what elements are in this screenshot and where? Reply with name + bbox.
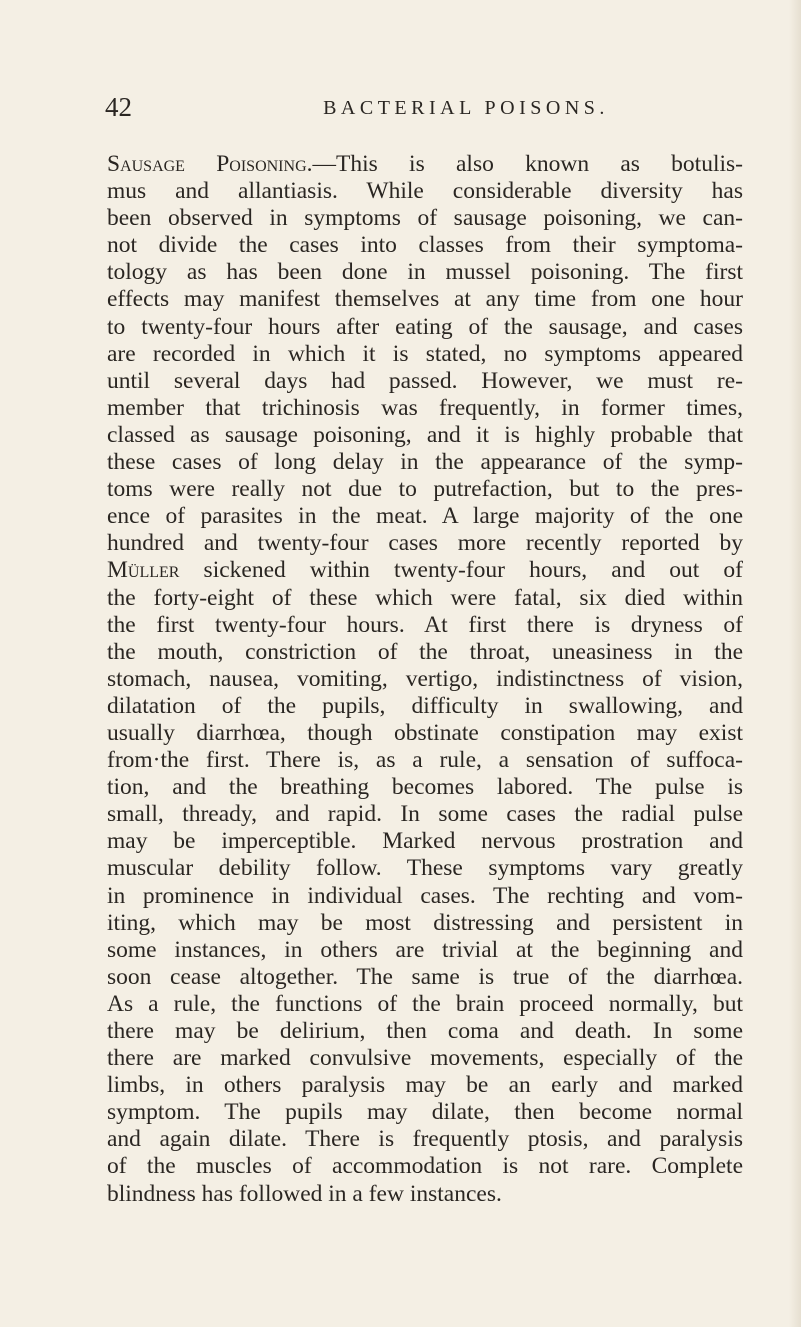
heading-continuation: —This is also known as botulis- — [312, 151, 743, 177]
text-line: ence of parasites in the meat. A large majority of the one — [107, 503, 743, 530]
text-line: classed as sausage poisoning, and it is highly probable that — [107, 421, 743, 448]
text-line: hundred and twenty-four cases more recently reported by — [107, 530, 743, 557]
text-line: there may be delirium, then coma and death. In some — [107, 1018, 743, 1044]
text-line: the forty-eight of these which were fatal, six died within — [107, 584, 743, 611]
text-line: symptom. The pupils may dilate, then become normal — [107, 1099, 743, 1126]
page-header — [105, 90, 745, 124]
text-line: soon cease altogether. The same is true of the diarrhœa. — [107, 963, 743, 990]
text-line: iting, which may be most distressing and persistent in — [107, 909, 743, 936]
text-line: stomach, nausea, vomiting, vertigo, indistinctness of vision, — [107, 665, 743, 692]
text-line: in prominence in individual cases. The rechting and vom- — [107, 882, 743, 909]
text-line: may be imperceptible. Marked nervous prostration and — [107, 828, 743, 855]
text-line: toms were really not due to putrefaction, but to the pres- — [107, 476, 743, 503]
text-line: mus and allantiasis. While considerable diversity has — [107, 178, 743, 205]
text-line: effects may manifest themselves at any time from one hour — [107, 286, 743, 313]
text-line: these cases of long delay in the appearance of the symp- — [107, 449, 743, 476]
text-line: tology as has been done in mussel poisoning. The first — [107, 259, 743, 286]
body-paragraph — [107, 151, 743, 1208]
page-number: 42 — [105, 92, 132, 122]
text-line: limbs, in others paralysis may be an early and marked — [107, 1072, 743, 1099]
text-line — [107, 151, 743, 178]
text-line: small, thready, and rapid. In some cases the radial pulse — [107, 801, 743, 828]
running-title: BACTERIAL POISONS. — [323, 97, 609, 119]
text-line: until several days had passed. However, we must re- — [107, 367, 743, 394]
text-line: from·the first. There is, as a rule, a sensation of suffoca- — [107, 747, 743, 774]
text-line: the first twenty-four hours. At first there is dryness of — [107, 611, 743, 638]
section-heading: Sausage Poisoning. — [107, 151, 313, 177]
text-line: are recorded in which it is stated, no symptoms appeared — [107, 340, 743, 367]
text-line: As a rule, the functions of the brain proceed normally, but — [107, 990, 743, 1017]
text-line: some instances, in others are trivial at the beginning and — [107, 936, 743, 963]
line-continuation: sickened within twenty-four hours, and out of — [179, 557, 743, 584]
text-line: been observed in symptoms of sausage poisoning, we can- — [107, 205, 743, 232]
text-line: dilatation of the pupils, difficulty in swallowing, and — [107, 692, 743, 719]
text-line: blindness has followed in a few instances. — [107, 1180, 502, 1207]
text-line: to twenty-four hours after eating of the sausage, and cases — [107, 313, 743, 340]
text-line: muscular debility follow. These symptoms vary greatly — [107, 855, 743, 882]
author-name: Müller — [107, 557, 180, 584]
text-line: the mouth, constriction of the throat, uneasiness in the — [107, 638, 743, 665]
text-line: and again dilate. There is frequently ptosis, and paralysis — [107, 1126, 743, 1153]
text-line: of the muscles of accommodation is not rare. Complete — [107, 1153, 743, 1180]
text-line: tion, and the breathing becomes labored. The pulse is — [107, 774, 743, 801]
text-line: not divide the cases into classes from their symptoma- — [107, 232, 743, 259]
text-line — [107, 557, 743, 584]
page-edge-shadow — [789, 0, 801, 1327]
text-line: there are marked convulsive movements, especially of the — [107, 1045, 743, 1072]
text-line: member that trichinosis was frequently, in former times, — [107, 394, 743, 421]
text-line: usually diarrhœa, though obstinate constipation may exist — [107, 719, 743, 746]
